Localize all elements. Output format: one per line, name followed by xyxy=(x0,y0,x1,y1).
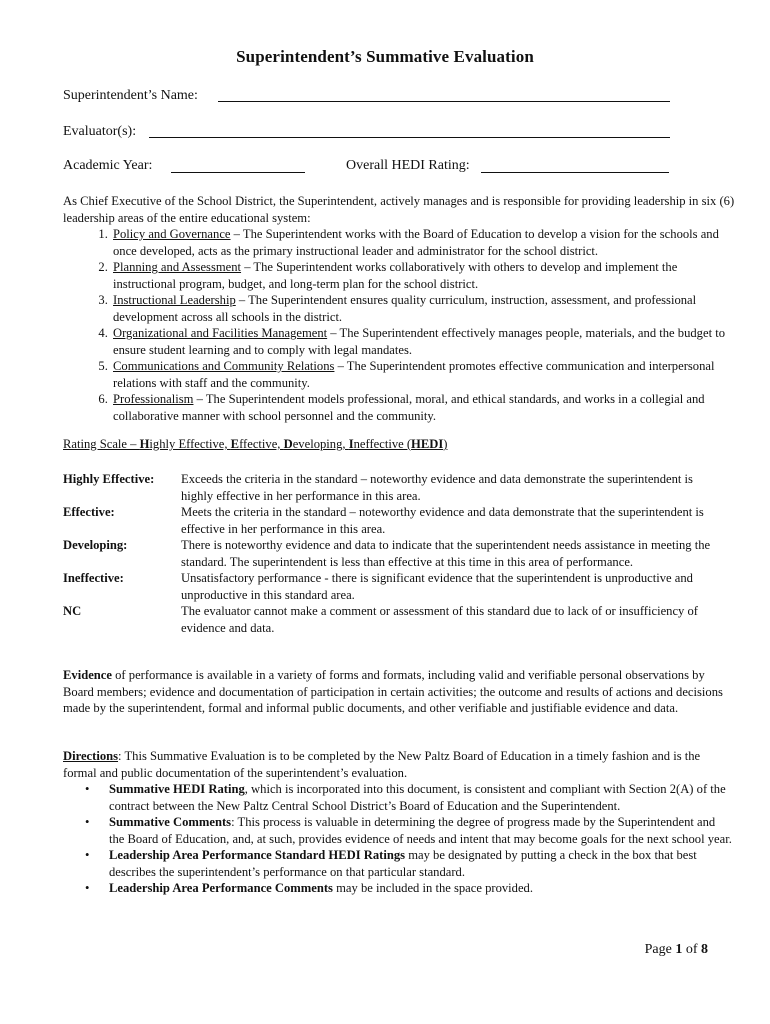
overall-hedi-label: Overall HEDI Rating: xyxy=(346,158,470,173)
page-label: Page xyxy=(644,942,676,957)
directions-intro xyxy=(63,748,733,781)
area-name: Communications and Community Relations xyxy=(113,359,335,373)
leadership-area-item xyxy=(111,259,743,292)
bullet-icon: • xyxy=(85,815,90,829)
definition-term: Highly Effective: xyxy=(63,472,155,486)
area-name: Policy and Governance xyxy=(113,227,231,241)
superintendent-name-field[interactable] xyxy=(218,101,670,102)
intro-text: As Chief Executive of the School District, the Superintendent, actively manages and is responsible for providing leadership in six (6) leadership areas of the entire educational system: xyxy=(63,194,735,225)
directions-item xyxy=(85,814,733,847)
directions-item xyxy=(85,847,733,880)
academic-year-field[interactable] xyxy=(171,172,305,173)
area-text: – The Superintendent works with the Board of Education to develop a vision for the schools and once developed, acts as the primary instructional leader and administrator for the school district. xyxy=(113,227,719,258)
rating-scale-d-rest: eveloping, xyxy=(292,437,349,451)
rating-scale-h: H xyxy=(139,437,150,451)
rating-scale-e: E xyxy=(230,437,240,451)
evaluator-field[interactable] xyxy=(149,137,670,138)
leadership-area-item xyxy=(111,391,743,424)
directions-section xyxy=(63,748,733,897)
evidence-text: of performance is available in a variety of forms and formats, including valid and verifiable personal observations by Board members; evidence and documentation of participation in certain activities; the outcome and results of actions and decisions made by the superintendent, formal and informal public documents, and other verifiable and justifiable evidence and data. xyxy=(63,668,723,715)
area-name: Professionalism xyxy=(113,392,194,406)
area-name: Planning and Assessment xyxy=(113,260,242,274)
leadership-area-item xyxy=(111,325,743,358)
directions-item-text: may be designated by putting a check in the box that best describes the superintendent’s performance on that particular standard. xyxy=(109,848,697,879)
directions-item-text: : This process is valuable in determining the degree of progress made by the Superintendent and the Board of Education, and, at such, provides evidence of needs and intent that may become goals for the next school year. xyxy=(109,815,732,846)
definition-row xyxy=(63,471,743,504)
directions-item xyxy=(85,880,733,897)
evaluator-label: Evaluator(s): xyxy=(63,124,137,139)
page-of: of xyxy=(682,942,701,957)
definition-desc: Exceeds the criteria in the standard – noteworthy evidence and data demonstrate the superintendent is highly effective in her performance in this area. xyxy=(181,472,693,503)
directions-item-bold: Leadership Area Performance Comments xyxy=(109,881,333,895)
definition-desc: Meets the criteria in the standard – noteworthy evidence and data demonstrate that the superintendent is effective in her performance in this area. xyxy=(181,505,704,536)
definition-term: Developing: xyxy=(63,538,128,552)
definition-row xyxy=(63,537,743,570)
area-name: Organizational and Facilities Management xyxy=(113,326,328,340)
page-number xyxy=(645,942,708,958)
definition-term: NC xyxy=(63,604,82,618)
directions-item-bold: Summative HEDI Rating xyxy=(109,782,245,796)
directions-item-bold: Leadership Area Performance Standard HEDI Ratings xyxy=(109,848,406,862)
evidence-lead: Evidence xyxy=(63,668,112,682)
directions-text: : This Summative Evaluation is to be completed by the New Paltz Board of Education in a timely fashion and is the formal and public documentation of the superintendent’s evaluation. xyxy=(63,749,701,780)
superintendent-name-label: Superintendent’s Name: xyxy=(63,88,198,103)
definition-row xyxy=(63,603,743,636)
rating-scale-e-rest: ffective, xyxy=(239,437,284,451)
definition-term: Ineffective: xyxy=(63,571,124,585)
evidence-paragraph xyxy=(63,667,733,717)
leadership-area-item xyxy=(111,292,743,325)
directions-lead: Directions xyxy=(63,749,119,763)
definition-desc: There is noteworthy evidence and data to indicate that the superintendent needs assistance in meeting the standard. The superintendent is less than effective at this time in this area of performance. xyxy=(181,538,711,569)
rating-scale-prefix: Rating Scale – xyxy=(63,437,140,451)
definition-term: Effective: xyxy=(63,505,115,519)
leadership-area-item xyxy=(111,226,743,259)
definition-desc: Unsatisfactory performance - there is significant evidence that the superintendent is unproductive and unproductive in this standard area. xyxy=(181,571,693,602)
rating-definitions xyxy=(63,471,743,636)
directions-item-text: , which is incorporated into this document, is consistent and compliant with Section 2(A) of the contract between the New Paltz Central School District’s Board of Education and the Superintendent. xyxy=(109,782,726,813)
rating-scale-i-rest: neffective ( xyxy=(353,437,412,451)
bullet-icon: • xyxy=(85,881,90,895)
rating-scale-d: D xyxy=(283,437,293,451)
directions-item-bold: Summative Comments xyxy=(109,815,232,829)
intro-section xyxy=(63,193,743,424)
page-title: Superintendent’s Summative Evaluation xyxy=(236,47,534,66)
academic-year-label: Academic Year: xyxy=(63,158,153,173)
area-text: – The Superintendent works collaboratively with others to develop and implement the instructional program, budget, and long-term plan for the school district. xyxy=(113,260,678,291)
area-text: – The Superintendent effectively manages people, materials, and the budget to ensure student learning and to comply with legal mandates. xyxy=(113,326,726,357)
rating-scale-heading xyxy=(63,437,447,452)
rating-scale-hedi: HEDI xyxy=(411,437,444,451)
rating-scale-suffix: ) xyxy=(443,437,448,451)
bullet-icon: • xyxy=(85,782,90,796)
directions-item-text: may be included in the space provided. xyxy=(332,881,534,895)
rating-scale-h-rest: ighly Effective, xyxy=(149,437,231,451)
overall-hedi-field[interactable] xyxy=(481,172,669,173)
rating-scale-i: I xyxy=(348,437,354,451)
area-text: – The Superintendent promotes effective communication and interpersonal relations with staff and the community. xyxy=(113,359,715,390)
area-text: – The Superintendent models professional, moral, and ethical standards, and works in a collegial and collaborative manner with school personnel and the community. xyxy=(113,392,705,423)
directions-list xyxy=(63,781,733,897)
bullet-icon: • xyxy=(85,848,90,862)
definition-desc: The evaluator cannot make a comment or assessment of this standard due to lack of or insufficiency of evidence and data. xyxy=(181,604,698,635)
leadership-areas-list xyxy=(63,226,743,424)
page-current: 1 xyxy=(675,942,683,957)
page-total: 8 xyxy=(701,942,708,957)
directions-item xyxy=(85,781,733,814)
definition-row xyxy=(63,570,743,603)
area-name: Instructional Leadership xyxy=(113,293,236,307)
leadership-area-item xyxy=(111,358,743,391)
area-text: – The Superintendent ensures quality curriculum, instruction, assessment, and professional development across all schools in the district. xyxy=(113,293,697,324)
definition-row xyxy=(63,504,743,537)
